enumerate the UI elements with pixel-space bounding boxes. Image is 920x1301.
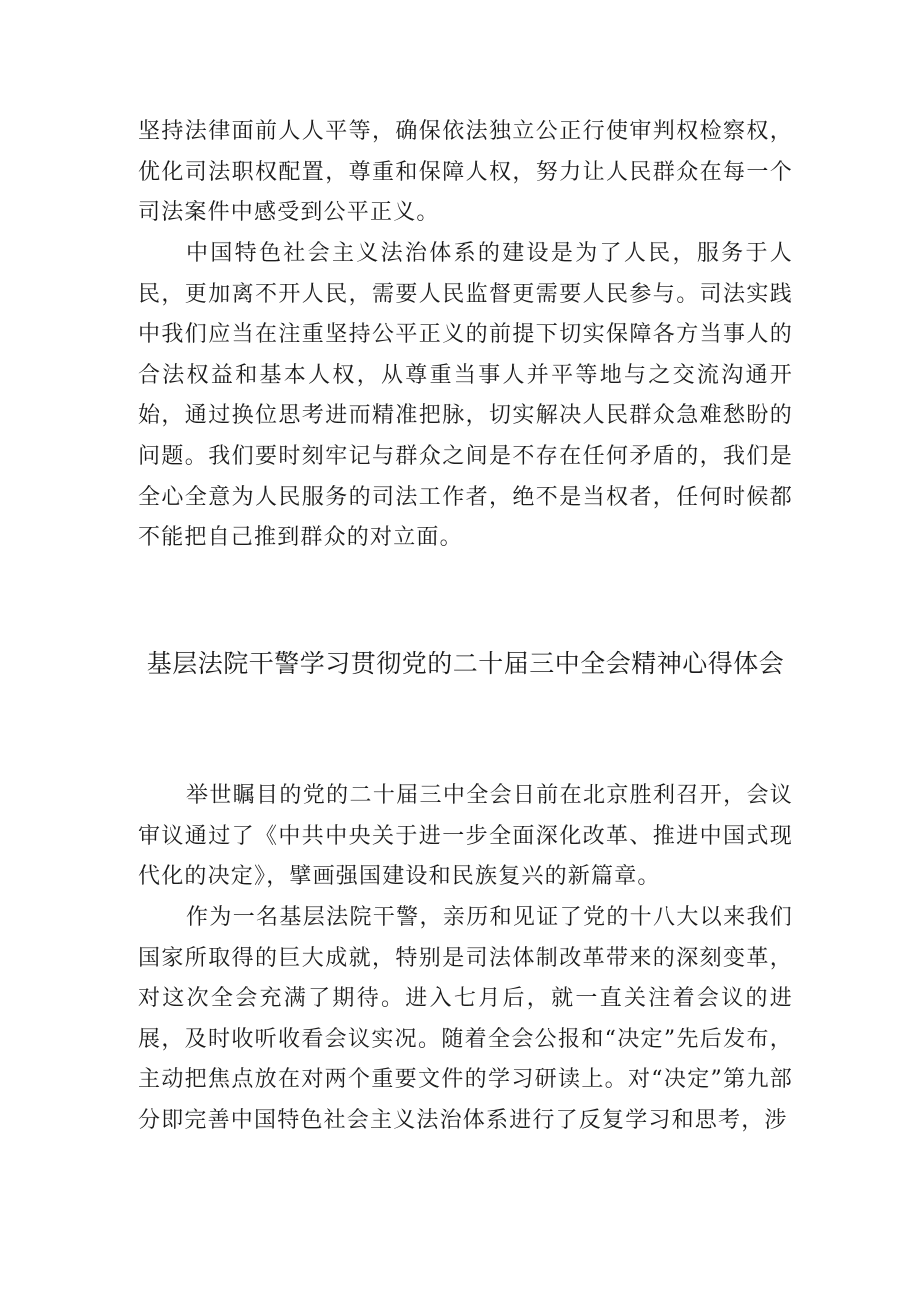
paragraph-continuation: 坚持法律面前人人平等，确保依法独立公正行使审判权检察权，优化司法职权配置，尊重和保障人权，努力让人民群众在每一个司法案件中感受到公平正义。	[138, 119, 793, 226]
article-title: 基层法院干警学习贯彻党的二十届三中全会精神心得体会	[146, 649, 785, 678]
article-paragraph: 举世瞩目的党的二十届三中全会日前在北京胜利召开，会议审议通过了《中共中央关于进一步全面深化改革、推进中国式现代化的决定》，擘画强国建设和民族复兴的新篇章。	[138, 783, 793, 890]
article-paragraph: 作为一名基层法院干警，亲历和见证了党的十八大以来我们国家所取得的巨大成就，特别是司法体制改革带来的深刻变革，对这次全会充满了期待。进入七月后，就一直关注着会议的进展，及时收听收看会议实况。随着全会公报和“决定”先后发布，主动把焦点放在对两个重要文件的学习研读上。对“决定”第九部分即完善中国特色社会主义法治体系进行了反复学习和思考，涉	[138, 905, 793, 1133]
paragraph: 中国特色社会主义法治体系的建设是为了人民，服务于人民，更加离不开人民，需要人民监督更需要人民参与。司法实践中我们应当在注重坚持公平正义的前提下切实保障各方当事人的合法权益和基本人权，从尊重当事人并平等地与之交流沟通开始，通过换位思考进而精准把脉，切实解决人民群众急难愁盼的问题。我们要时刻牢记与群众之间是不存在任何矛盾的，我们是全心全意为人民服务的司法工作者，绝不是当权者，任何时候都不能把自己推到群众的对立面。	[138, 241, 793, 551]
